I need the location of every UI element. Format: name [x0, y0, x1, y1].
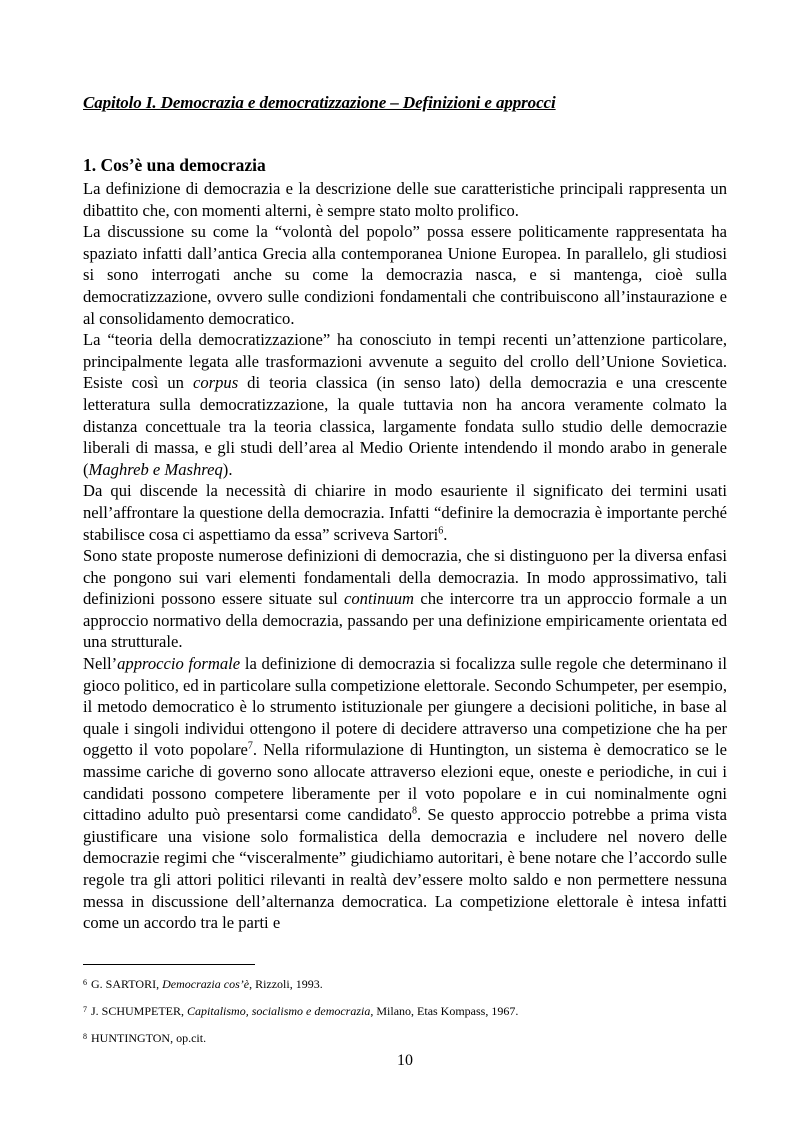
term-maghreb-mashreq: Maghreb e Mashreq: [88, 459, 223, 479]
footnote-6: $^6$ G. SARTORI, Democrazia cos’è, Rizzoli, 1993.: [83, 977, 323, 991]
paragraph-4: Da qui discende la necessità di chiarire in modo esauriente il significato dei termini usati nell’affrontare la questione della democrazia. Infatti “definire la democrazia è importante perché stabilisce cosa ci aspettiamo da essa” scriveva Sartori$^6$.: [83, 481, 727, 544]
footnote-ref-6: 6: [438, 524, 444, 536]
page-number: 10: [397, 1052, 413, 1069]
paragraph-6: Nell’approccio formale la definizione di democrazia si focalizza sulle regole che determinano il gioco politico, ed in particolare sulla competizione elettorale. Secondo Schumpeter, per esempio, il metodo democratico è lo strumento istituzionale per giungere a decisioni politiche, in base al quale i singoli individui ottengono il potere di decidere attraverso una competizione che ha per oggetto il voto popolare$^7$. Nella riformulazione di Huntington, un sistema è democratico se le massime cariche di governo sono allocate attraverso elezioni eque, oneste e periodiche, in cui i candidati possono competere liberamente per il voto popolare e in cui nominalmente ogni cittadino adulto può presentarsi come candidato$^8$. Se questo approccio potrebbe a prima vista giustificare una visione solo formalistica della democrazia e includere nel novero delle democrazie regimi che “visceralmente” giudichiamo autoritari, è bene notare che l’accordo sulle regole tra gli attori politici rilevanti in realtà dev’essere molto saldo e non permettere nessuna messa in discussione dell’alternanza democratica. La competizione elettorale è intesa infatti come un accordo tra le parti e: [83, 654, 727, 933]
term-continuum: continuum: [343, 589, 415, 609]
paragraph-3: La “teoria della democratizzazione” ha conosciuto in tempi recenti un’attenzione particolare, principalmente legata alle trasformazioni avvenute a seguito del crollo dell’Unione Sovietica. Esiste così un corpus di teoria classica (in senso lato) della democrazia e una crescente letteratura sulla democratizzazione, la quale tuttavia non ha ancora veramente colmato la distanza concettuale tra la teoria classica, largamente fondata sullo studio delle democrazie liberali di massa, e gli studi dell’area al Medio Oriente intendendo il mondo arabo in generale (Maghreb e Mashreq).: [83, 330, 727, 479]
footnote-7: $^7$ J. SCHUMPETER, Capitalismo, socialismo e democrazia, Milano, Etas Kompass, 1967.: [83, 1004, 519, 1018]
footnote-8: $^8$ HUNTINGTON, op.cit.: [83, 1031, 207, 1045]
paragraph-1: La definizione di democrazia e la descrizione delle sue caratteristiche principali rappresenta un dibattito che, con momenti alterni, è sempre stato molto prolifico.: [83, 179, 727, 220]
footnote-ref-7: 7: [247, 740, 253, 752]
term-corpus: corpus: [192, 373, 239, 393]
body-text: [83, 178, 727, 934]
footnote-ref-8: 8: [411, 805, 417, 817]
paragraph-2: La discussione su come la “volontà del popolo” possa essere politicamente rappresentata ha spaziato infatti dall’antica Grecia alla contemporanea Unione Europea. In parallelo, gli studiosi si sono interrogati anche su come la democrazia nasca, e si mantenga, cioè sulla democratizzazione, ovvero sulle condizioni fondamentali che contribuiscono all’instaurazione e al consolidamento democratico.: [83, 222, 727, 328]
chapter-title: Capitolo I. Democrazia e democratizzazione – Definizioni e approcci: [83, 93, 556, 112]
term-approccio-formale: approccio formale: [117, 654, 241, 674]
section-title: 1. Cos’è una democrazia: [83, 155, 266, 175]
footnote-divider: [83, 964, 255, 965]
paragraph-5: Sono state proposte numerose definizioni di democrazia, che si distinguono per la diversa enfasi che pongono sui vari elementi fondamentali della democrazia. In modo approssimativo, tali definizioni possono essere situate sul continuum che intercorre tra un approccio formale a un approccio normativo della democrazia, passando per una definizione empiricamente orientata ed una strutturale.: [83, 546, 727, 652]
